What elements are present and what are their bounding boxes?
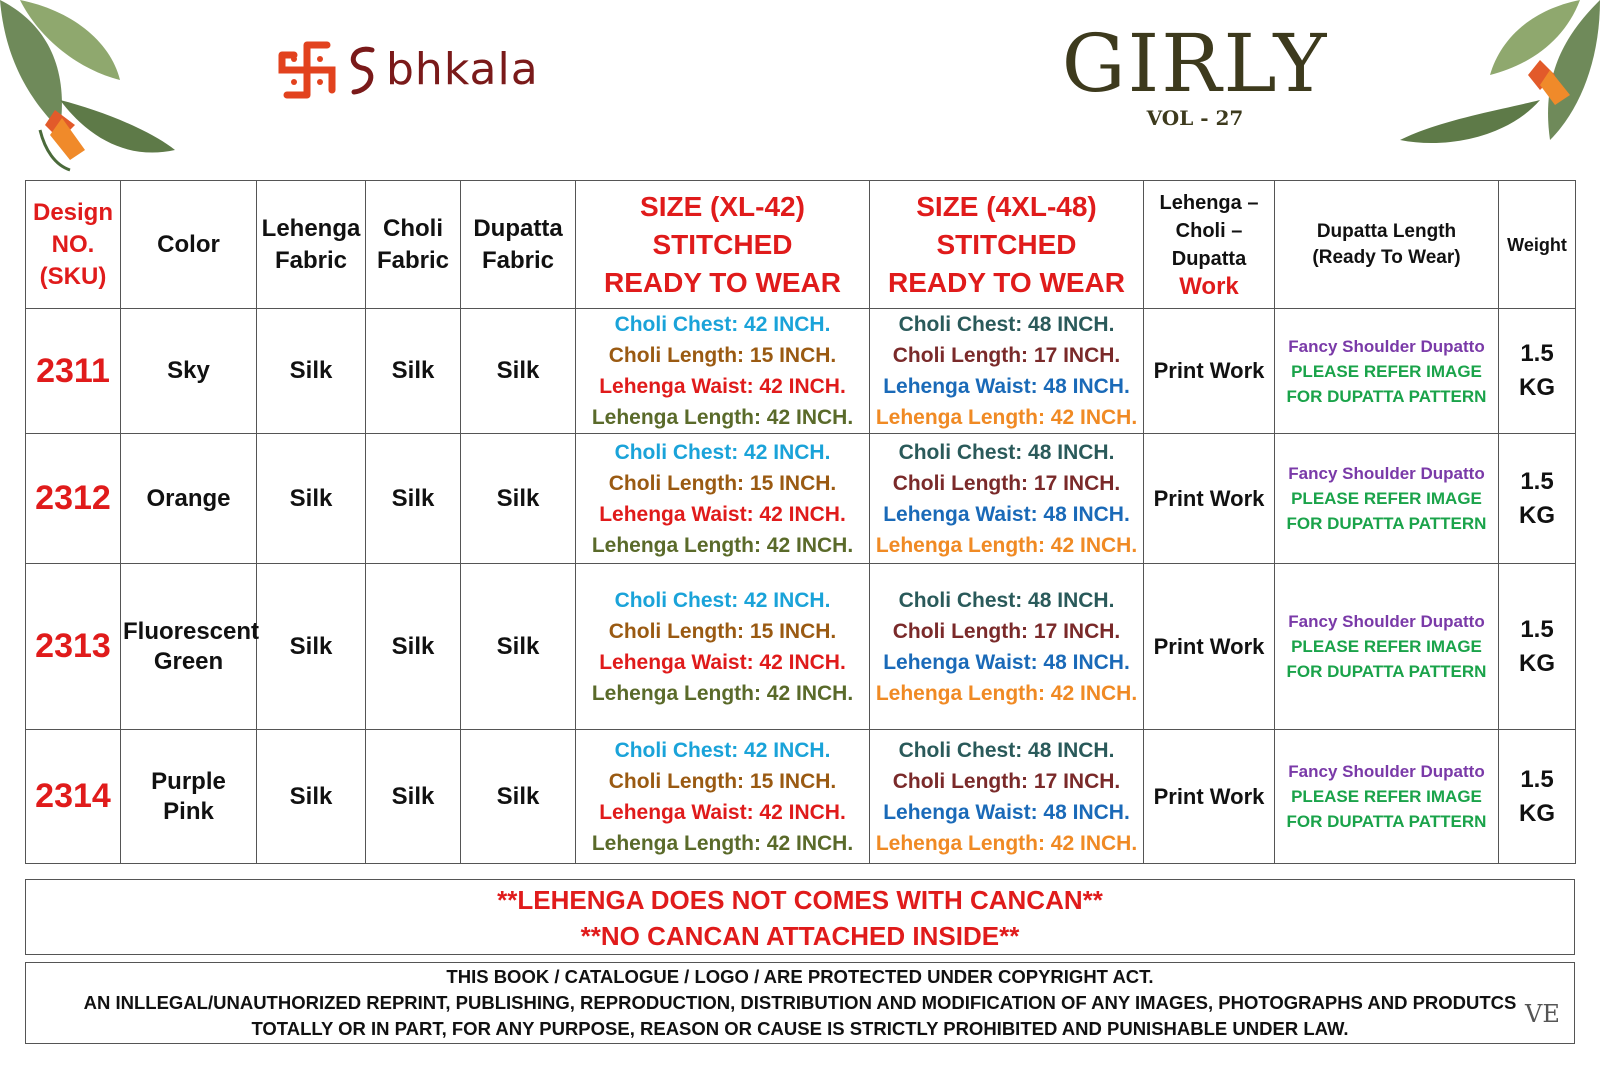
weight-cell: 1.5 KG <box>1499 730 1576 864</box>
sku-cell: 2314 <box>26 730 121 864</box>
work-cell: Print Work <box>1144 434 1275 564</box>
work-cell: Print Work <box>1144 730 1275 864</box>
header-color: Color <box>121 181 257 309</box>
header-design: Design NO. (SKU) <box>26 181 121 309</box>
watermark-logo: VE <box>1525 1000 1560 1028</box>
table-row <box>26 434 1576 564</box>
size-xl-cell <box>576 309 870 434</box>
dupatta-length-cell <box>1275 730 1499 864</box>
dupatta-fabric-cell: Silk <box>461 730 576 864</box>
lehenga-fabric-cell: Silk <box>257 730 366 864</box>
dupatta-note: FOR DUPATTA PATTERN <box>1286 514 1487 533</box>
dupatta-note: PLEASE REFER IMAGE <box>1291 361 1482 381</box>
size-measurement: Choli Chest: 42 INCH. <box>614 440 831 464</box>
size-measurement: Choli Length: 17 INCH. <box>892 619 1121 643</box>
size-measurement: Choli Chest: 48 INCH. <box>898 738 1115 762</box>
choli-fabric-cell: Silk <box>366 564 461 730</box>
table-row <box>26 309 1576 434</box>
collection-title: GIRLY <box>1061 17 1329 110</box>
dupatta-note: FOR DUPATTA PATTERN <box>1286 386 1487 406</box>
shu-letter-icon <box>342 40 382 100</box>
color-cell: Sky <box>121 309 257 434</box>
size-measurement: Choli Length: 17 INCH. <box>892 769 1121 793</box>
weight-cell: 1.5 KG <box>1499 434 1576 564</box>
dupatta-note: Fancy Shoulder Dupatto <box>1288 464 1485 483</box>
work-cell: Print Work <box>1144 309 1275 434</box>
header-dupatta-length: Dupatta Length (Ready To Wear) <box>1275 181 1499 309</box>
copyright-line: TOTALLY OR IN PART, FOR ANY PURPOSE, REASON OR CAUSE IS STRICTLY PROHIBITED AND PUNISHABLE UNDER LAW. <box>251 1018 1349 1039</box>
leaf-decoration-left-icon <box>0 0 190 175</box>
dupatta-fabric-cell: Silk <box>461 564 576 730</box>
size-xl-cell <box>576 434 870 564</box>
header-size-4xl: SIZE (4XL-48) STITCHED READY TO WEAR <box>870 181 1144 309</box>
dupatta-note: FOR DUPATTA PATTERN <box>1286 812 1487 831</box>
size-measurement: Lehenga Length: 42 INCH. <box>875 406 1138 429</box>
weight-cell: 1.5 KG <box>1499 564 1576 730</box>
size-4xl-cell <box>870 434 1144 564</box>
size-measurement: Choli Chest: 42 INCH. <box>614 588 831 612</box>
leaf-decoration-right-icon <box>1400 0 1600 150</box>
size-measurement: Lehenga Length: 42 INCH. <box>875 831 1138 855</box>
header-choli-fabric: Choli Fabric <box>366 181 461 309</box>
dupatta-note: FOR DUPATTA PATTERN <box>1286 662 1487 681</box>
size-measurement: Lehenga Length: 42 INCH. <box>875 681 1138 705</box>
size-measurement: Lehenga Waist: 48 INCH. <box>883 650 1130 674</box>
size-measurement: Choli Length: 15 INCH. <box>608 471 837 495</box>
lehenga-fabric-cell: Silk <box>257 564 366 730</box>
notice-line: **NO CANCAN ATTACHED INSIDE** <box>580 921 1020 951</box>
dupatta-length-cell <box>1275 434 1499 564</box>
dupatta-note: Fancy Shoulder Dupatto <box>1288 336 1485 356</box>
size-measurement: Choli Length: 17 INCH. <box>892 471 1121 495</box>
header-weight: Weight <box>1499 181 1576 309</box>
choli-fabric-cell: Silk <box>366 309 461 434</box>
sku-cell: 2313 <box>26 564 121 730</box>
choli-fabric-cell: Silk <box>366 730 461 864</box>
size-measurement: Lehenga Waist: 48 INCH. <box>883 800 1130 824</box>
color-cell: Fluorescent Green <box>121 564 257 730</box>
copyright-notice <box>25 962 1575 1044</box>
brand-logo <box>272 32 539 107</box>
copyright-line: AN INLLEGAL/UNAUTHORIZED REPRINT, PUBLISHING, REPRODUCTION, DISTRIBUTION AND MODIFICATION OF ANY IMAGES, PHOTOGRAPHS AND PRODUTCS <box>83 992 1517 1013</box>
size-measurement: Choli Chest: 48 INCH. <box>898 588 1115 612</box>
size-measurement: Lehenga Waist: 48 INCH. <box>883 375 1130 398</box>
table-row <box>26 564 1576 730</box>
dupatta-note: PLEASE REFER IMAGE <box>1291 787 1482 806</box>
size-4xl-cell <box>870 730 1144 864</box>
size-measurement: Choli Chest: 42 INCH. <box>614 738 831 762</box>
spec-table <box>25 180 1576 864</box>
choli-fabric-cell: Silk <box>366 434 461 564</box>
size-measurement: Lehenga Waist: 42 INCH. <box>599 502 846 526</box>
size-xl-cell <box>576 564 870 730</box>
sku-cell: 2311 <box>26 309 121 434</box>
collection-header <box>1060 17 1330 130</box>
size-measurement: Choli Chest: 48 INCH. <box>898 313 1115 336</box>
color-cell: Purple Pink <box>121 730 257 864</box>
size-measurement: Lehenga Length: 42 INCH. <box>875 533 1138 557</box>
lehenga-fabric-cell: Silk <box>257 309 366 434</box>
size-measurement: Lehenga Waist: 42 INCH. <box>599 800 846 824</box>
brand-name: bhkala <box>386 44 539 95</box>
dupatta-note: Fancy Shoulder Dupatto <box>1288 762 1485 781</box>
size-measurement: Lehenga Waist: 48 INCH. <box>883 502 1130 526</box>
size-measurement: Choli Length: 15 INCH. <box>608 769 837 793</box>
weight-cell: 1.5 KG <box>1499 309 1576 434</box>
dupatta-length-cell <box>1275 309 1499 434</box>
size-measurement: Choli Chest: 42 INCH. <box>614 313 831 336</box>
color-cell: Orange <box>121 434 257 564</box>
dupatta-note: PLEASE REFER IMAGE <box>1291 637 1482 656</box>
size-measurement: Lehenga Length: 42 INCH. <box>591 406 854 429</box>
size-measurement: Choli Length: 15 INCH. <box>608 619 837 643</box>
dupatta-note: PLEASE REFER IMAGE <box>1291 489 1482 508</box>
size-measurement: Lehenga Waist: 42 INCH. <box>599 375 846 398</box>
size-measurement: Choli Chest: 48 INCH. <box>898 440 1115 464</box>
size-4xl-cell <box>870 309 1144 434</box>
dupatta-length-cell <box>1275 564 1499 730</box>
collection-volume: VOL - 27 <box>1146 106 1244 130</box>
size-measurement: Choli Length: 15 INCH. <box>608 344 837 367</box>
cancan-notice <box>25 879 1575 955</box>
work-cell: Print Work <box>1144 564 1275 730</box>
header-size-xl: SIZE (XL-42) STITCHED READY TO WEAR <box>576 181 870 309</box>
dupatta-fabric-cell: Silk <box>461 309 576 434</box>
notice-line: **LEHENGA DOES NOT COMES WITH CANCAN** <box>497 885 1103 915</box>
header-work: Lehenga – Choli – Dupatta Work <box>1144 181 1275 309</box>
size-4xl-cell <box>870 564 1144 730</box>
copyright-line: THIS BOOK / CATALOGUE / LOGO / ARE PROTECTED UNDER COPYRIGHT ACT. <box>446 966 1154 987</box>
size-measurement: Lehenga Waist: 42 INCH. <box>599 650 846 674</box>
header-dupatta-fabric: Dupatta Fabric <box>461 181 576 309</box>
size-measurement: Lehenga Length: 42 INCH. <box>591 533 854 557</box>
size-measurement: Choli Length: 17 INCH. <box>892 344 1121 367</box>
size-measurement: Lehenga Length: 42 INCH. <box>591 831 854 855</box>
size-measurement: Lehenga Length: 42 INCH. <box>591 681 854 705</box>
table-row <box>26 730 1576 864</box>
swastik-symbol-icon <box>272 35 342 105</box>
sku-cell: 2312 <box>26 434 121 564</box>
header-row <box>26 181 1576 309</box>
header-lehenga-fabric: Lehenga Fabric <box>257 181 366 309</box>
dupatta-fabric-cell: Silk <box>461 434 576 564</box>
dupatta-note: Fancy Shoulder Dupatto <box>1288 612 1485 631</box>
lehenga-fabric-cell: Silk <box>257 434 366 564</box>
size-xl-cell <box>576 730 870 864</box>
